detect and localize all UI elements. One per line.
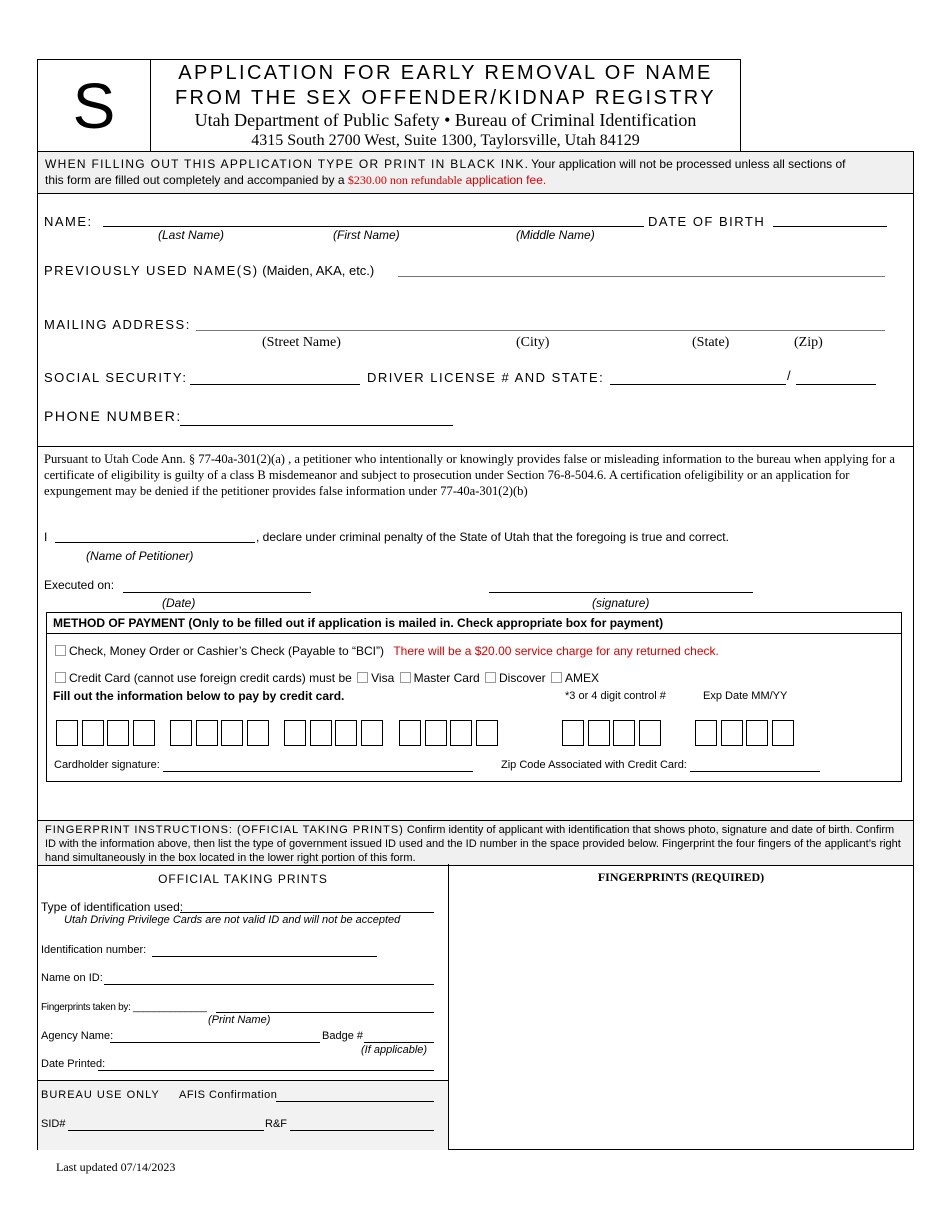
- form-letter-box: [37, 59, 151, 152]
- fee-tail: application fee.: [462, 173, 547, 187]
- control-number-digit[interactable]: [639, 720, 661, 746]
- mastercard-checkbox[interactable]: [400, 672, 411, 683]
- header-title-box: [150, 59, 741, 152]
- mailing-address-label: MAILING ADDRESS:: [44, 317, 191, 332]
- date-caption: Date: [166, 596, 192, 610]
- title-line-1: APPLICATION FOR EARLY REMOVAL OF NAME: [178, 62, 713, 84]
- card-number-digit[interactable]: [196, 720, 218, 746]
- driver-license-state-line[interactable]: [796, 384, 876, 385]
- phone-input-line[interactable]: [180, 425, 453, 426]
- mastercard-label: Master Card: [413, 671, 480, 685]
- rf-line[interactable]: [290, 1130, 434, 1131]
- previous-names-label: PREVIOUSLY USED NAME(S): [44, 263, 259, 278]
- discover-checkbox[interactable]: [485, 672, 496, 683]
- cardholder-signature-line[interactable]: [163, 771, 473, 772]
- notice-lead: WHEN FILLING OUT THIS APPLICATION TYPE OR PRINT IN BLACK INK: [45, 157, 525, 171]
- control-number-digit[interactable]: [613, 720, 635, 746]
- sid-label: SID#: [41, 1118, 66, 1130]
- card-number-digit[interactable]: [284, 720, 306, 746]
- mailing-address-input-line[interactable]: [196, 330, 885, 331]
- card-number-digit[interactable]: [476, 720, 498, 746]
- executed-date-line[interactable]: [123, 592, 311, 593]
- print-name-caption: Print Name: [211, 1014, 267, 1026]
- previous-names-hint: (Maiden, AKA, etc.): [262, 263, 375, 278]
- payment-heading: METHOD OF PAYMENT (Only to be filled out if application is mailed in. Check appropriate box for payment): [53, 616, 664, 630]
- amex-checkbox[interactable]: [551, 672, 562, 683]
- expiration-digit[interactable]: [721, 720, 743, 746]
- name-label: NAME:: [44, 214, 93, 229]
- notice-text-2: this form are filled out completely and accompanied by a: [45, 173, 348, 187]
- date-printed-line[interactable]: [98, 1070, 434, 1071]
- control-number-digit[interactable]: [588, 720, 610, 746]
- credit-card-checkbox[interactable]: [55, 672, 66, 683]
- visa-label: Visa: [371, 671, 395, 685]
- name-on-id-line[interactable]: [104, 984, 434, 985]
- notice-text-1: . Your application will not be processed unless all sections of: [524, 157, 846, 171]
- if-applicable-caption: If applicable: [364, 1044, 424, 1056]
- signature-caption: signature: [596, 596, 646, 610]
- name-of-petitioner-caption: Name of Petitioner: [90, 549, 190, 563]
- instructions-text: Confirm identity of applicant with identification that shows photo, signature and date of birth. Confirm ID with the information above, then list the type of government issued ID used and the ID number in the space provided below. Fingerprint the four fingers of the applicant’s right hand simultaneously in the box located in the lower right portion of this form.: [45, 824, 901, 864]
- name-input-line[interactable]: [103, 226, 644, 227]
- agency-name: Utah Department of Public Safety • Bureau of Criminal Identification: [194, 110, 697, 130]
- card-number-digit[interactable]: [361, 720, 383, 746]
- dob-input-line[interactable]: [773, 226, 887, 227]
- last-name-caption: Last Name: [162, 228, 221, 242]
- card-number-digit[interactable]: [247, 720, 269, 746]
- zip-code-label: Zip Code Associated with Credit Card:: [501, 759, 687, 771]
- card-number-digit[interactable]: [450, 720, 472, 746]
- previous-names-input-line[interactable]: [398, 276, 885, 277]
- card-number-digit[interactable]: [82, 720, 104, 746]
- zip-caption: (Zip): [794, 335, 823, 350]
- fingerprints-heading: FINGERPRINTS (REQUIRED): [597, 870, 765, 884]
- control-number-digit[interactable]: [562, 720, 584, 746]
- id-warning-a: Utah Driving Privilege Cards are: [64, 914, 225, 926]
- check-payment-label: Check, Money Order or Cashier’s Check (Payable to “BCI”): [69, 644, 384, 658]
- ssn-input-line[interactable]: [190, 384, 360, 385]
- returned-check-notice: There will be a $20.00 service charge for any returned check.: [393, 644, 719, 658]
- expiration-digit[interactable]: [746, 720, 768, 746]
- agency-name-label: Agency Name:: [41, 1030, 114, 1042]
- cardholder-signature-label: Cardholder signature:: [54, 759, 160, 771]
- fingerprint-instructions: [38, 820, 913, 866]
- first-name-caption: First Name: [337, 228, 396, 242]
- petitioner-name-line[interactable]: [55, 542, 255, 543]
- afis-line[interactable]: [276, 1101, 434, 1102]
- agency-address: 4315 South 2700 West, Suite 1300, Taylorsville, Utah 84129: [251, 132, 640, 149]
- form-letter: S: [72, 70, 116, 142]
- afis-label: AFIS Confirmation: [179, 1089, 278, 1101]
- badge-line[interactable]: [364, 1042, 434, 1043]
- declare-text: , declare under criminal penalty of the State of Utah that the foregoing is true and correct.: [256, 530, 729, 544]
- bureau-use-section: [38, 1080, 448, 1150]
- notice-section: [38, 152, 913, 194]
- amex-label: AMEX: [565, 671, 600, 685]
- signature-line[interactable]: [489, 592, 753, 593]
- dob-label: DATE OF BIRTH: [648, 214, 766, 229]
- card-number-digit[interactable]: [399, 720, 421, 746]
- date-printed-label: Date Printed:: [41, 1058, 106, 1070]
- card-number-digit[interactable]: [107, 720, 129, 746]
- card-number-digit[interactable]: [335, 720, 357, 746]
- official-heading: OFFICIAL TAKING PRINTS: [158, 872, 328, 886]
- check-payment-checkbox[interactable]: [55, 645, 66, 656]
- id-warning-b: valid ID and will not be accepted: [239, 914, 401, 926]
- fingerprint-box[interactable]: [452, 890, 910, 1145]
- expiration-digit[interactable]: [695, 720, 717, 746]
- divider: [38, 446, 913, 447]
- zip-code-line[interactable]: [690, 771, 820, 772]
- card-number-digit[interactable]: [310, 720, 332, 746]
- card-number-digit[interactable]: [133, 720, 155, 746]
- id-warning-not: not: [224, 914, 240, 926]
- phone-label: PHONE NUMBER:: [44, 408, 182, 424]
- executed-on-label: Executed on:: [44, 578, 115, 592]
- agency-name-line[interactable]: [110, 1042, 320, 1043]
- taken-by-line[interactable]: [216, 1012, 434, 1013]
- driver-license-number-line[interactable]: [610, 384, 786, 385]
- expiration-label: Exp Date MM/YY: [703, 690, 788, 702]
- id-type-label: Type of identification used:: [41, 900, 184, 914]
- title-line-2: FROM THE SEX OFFENDER/KIDNAP REGISTRY: [174, 87, 717, 109]
- card-number-digit[interactable]: [221, 720, 243, 746]
- column-divider: [448, 864, 449, 1150]
- card-number-digit[interactable]: [425, 720, 447, 746]
- expiration-digit[interactable]: [772, 720, 794, 746]
- statute-text: Pursuant to Utah Code Ann. § 77-40a-301(2)(a) , a petitioner who intentionally or knowingly provides false or misleading information to the bureau when applying for a certificate of eligibility is guilty of a class B misdemeanor and subject to prosecution under Section 76-8-504.6. A certification ofeligibility or an application for expungement may be denied if the petitioner provides false information under 77-40a-301(2)(b): [44, 452, 895, 498]
- last-updated: Last updated 07/14/2023: [56, 1160, 176, 1174]
- driver-license-label: DRIVER LICENSE # AND STATE:: [367, 370, 605, 385]
- payment-section: [46, 612, 902, 782]
- street-caption: (Street Name): [262, 335, 341, 350]
- credit-card-label: Credit Card (cannot use foreign credit cards) must be: [69, 671, 352, 685]
- id-number-label: Identification number:: [41, 944, 147, 956]
- visa-checkbox[interactable]: [357, 672, 368, 683]
- name-on-id-label: Name on ID:: [41, 972, 103, 984]
- id-number-line[interactable]: [152, 956, 377, 957]
- fee-amount: $230.00: [347, 173, 387, 187]
- i-label: I: [44, 530, 48, 544]
- taken-by-label: Fingerprints taken by: ______________: [41, 1002, 207, 1013]
- card-number-digit[interactable]: [170, 720, 192, 746]
- card-number-digit[interactable]: [56, 720, 78, 746]
- fill-out-instruction: Fill out the information below to pay by credit card.: [53, 689, 345, 703]
- bureau-heading: BUREAU USE ONLY: [41, 1089, 160, 1101]
- middle-name-caption: Middle Name: [520, 228, 591, 242]
- application-page: S APPLICATION FOR EARLY REMOVAL OF NAME FROM THE SEX OFFENDER/KIDNAP REGISTRY Utah Department of Public Safety • Bureau of Criminal Identification 4315 South 2700 West, Suite 1300, Taylorsville, Utah 84129 WHEN FILLING OUT THIS APPLICATION TYPE OR PRINT IN BLACK INK. Your application will not be processed unless all sections of this form are filled out completely and accompanied by a $230.00 non refundable application fee. NAME: (Last Name) (First Name) (Middle Name) DATE OF BIRTH PREVIOUSLY USED NAME(S) (Maiden, AKA, etc.) MAILING ADDRESS: (Street Name) (City) (State) (Zip) SOCIAL SECURITY: DRIVER LICENSE # AND STATE: / PHONE NUMBER: Pursuant to Utah Code Ann. § 77-40a-301(2)(a) , a petitioner who intentionally or knowingly provides false or misleading information to the bureau when applying for a certificate of eligibility is guilty of a class B misdemeanor and subject to prosecution under Section 76-8-504.6. A certification ofeligibility or an application for expungement may be denied if the petitioner provides false information under 77-40a-301(2)(b) I , declare under criminal penalty of the State of Utah that the foregoing is true and correct. (Name of Petitioner) Executed on: (Date) (signature) METHOD OF PAYMENT (Only to be filled out if application is mailed in. Check appropriate box for payment) Check, Money Order or Cashier’s Check (Payable to “BCI”) There will be a $20.00 service charge for any returned check. Credit Card (cannot use foreign credit cards) must be Visa Master Card Discover AMEX Fill out the information below to pay by credit card. *3 or 4 digit control # Exp Date MM/YY Cardholder signature: Zip Code Associated with Credit Card: FINGERPRINT INSTRUCTIONS: (OFFICIAL TAKING PRINTS) Confirm identity of applicant with identification that shows photo, signature and date of birth. Confirm ID with the information above, then list the type of government issued ID used and the ID number in the space provided below. Fingerprint the four fingers of the applicant’s right hand simultaneously in the box located in the lower right portion of this form. OFFICIAL TAKING PRINTS Type of identification used: Utah Driving Privilege Cards are not valid ID and will not be accepted Identification number: Name on ID: Fingerprints taken by: ______________ (Print Name) Agency Name: Badge # (If applicable) Date Printed: BUREAU USE ONLY AFIS Confirmation SID# R&F FINGERPRINTS (REQUIRED) Last updated 07/14/2023: [0, 0, 950, 1230]
- control-number-label: *3 or 4 digit control #: [565, 690, 666, 702]
- state-caption: (State): [692, 335, 730, 350]
- discover-label: Discover: [499, 671, 546, 685]
- instructions-lead: FINGERPRINT INSTRUCTIONS: (OFFICIAL TAKING PRINTS): [45, 824, 404, 836]
- rf-label: R&F: [265, 1118, 287, 1130]
- fee-non-refundable: non refundable: [386, 173, 463, 187]
- id-type-line[interactable]: [180, 912, 434, 913]
- ssn-label: SOCIAL SECURITY:: [44, 370, 188, 385]
- city-caption: (City): [516, 335, 550, 350]
- badge-label: Badge #: [322, 1030, 363, 1042]
- sid-line[interactable]: [68, 1130, 264, 1131]
